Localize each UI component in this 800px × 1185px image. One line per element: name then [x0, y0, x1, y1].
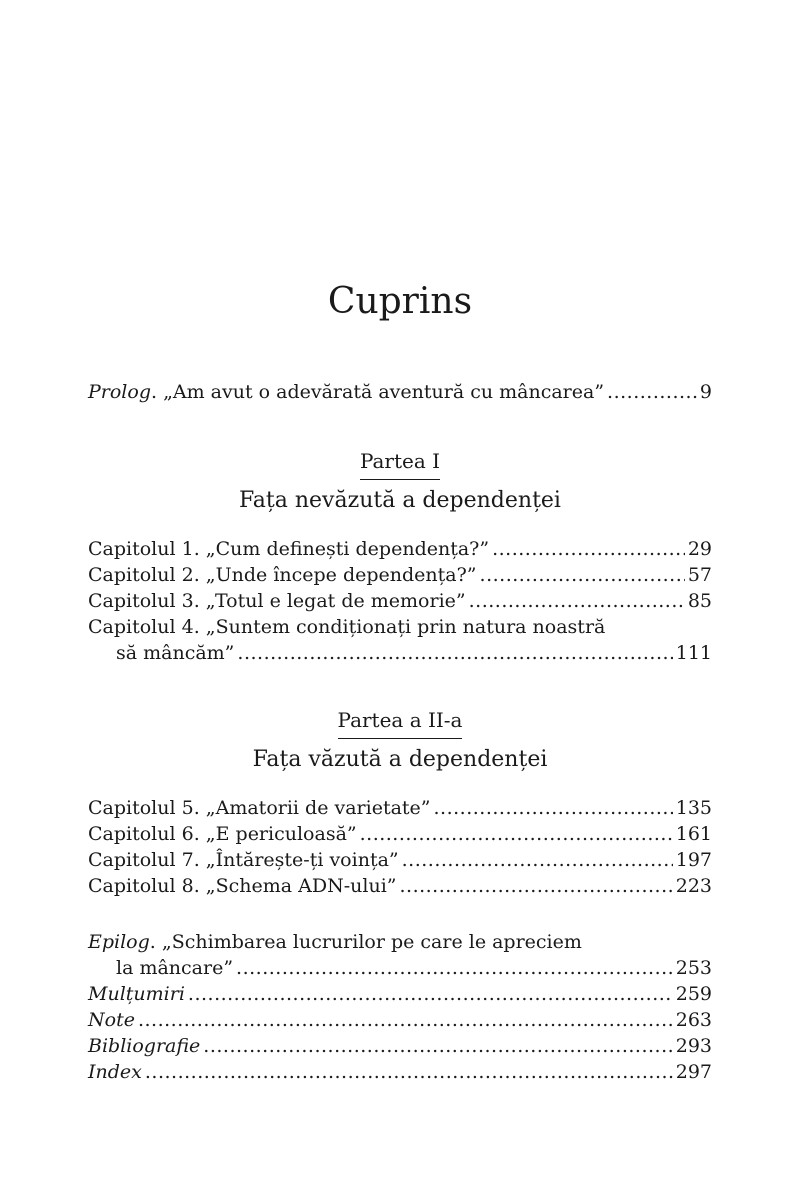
toc-entry-chapter-4-cont[interactable] [116, 640, 712, 666]
page-number: 161 [675, 823, 712, 845]
page-number: 29 [687, 538, 712, 560]
toc-entry-chapter-7[interactable] [88, 847, 712, 873]
page-title: Cuprins [327, 281, 473, 322]
toc-entry-title: Capitolul 8. „Schema ADN-ului” [88, 875, 397, 897]
page-number: 297 [675, 1061, 712, 1083]
part-label: Partea a II-a [338, 706, 463, 739]
toc-entry-title: Index [88, 1061, 142, 1083]
toc-entry-title-cont: să mâncăm” [116, 642, 235, 664]
toc-entry-chapter-6[interactable] [88, 821, 712, 847]
toc-entry-chapter-2[interactable] [88, 562, 712, 588]
dot-leader [188, 981, 673, 1007]
dot-leader [138, 1007, 673, 1033]
toc-entry-epilog-cont[interactable] [116, 955, 712, 981]
toc-entry-chapter-5[interactable] [88, 795, 712, 821]
page-number: 253 [675, 957, 712, 979]
part-1-heading [0, 447, 800, 516]
dot-leader [236, 955, 673, 981]
toc-entry-epilog[interactable] [88, 929, 712, 955]
part-title: Fața nevăzută a dependenței [239, 488, 561, 513]
toc-entry-title: Capitolul 6. „E periculoasă” [88, 823, 357, 845]
toc-entry-title: . „Am avut o adevărată aventură cu mâncarea” [150, 381, 605, 403]
dot-leader [434, 795, 673, 821]
page-number: 111 [675, 642, 712, 664]
page-number: 197 [675, 849, 712, 871]
dot-leader [360, 821, 673, 847]
page-number: 135 [675, 797, 712, 819]
toc-entry-prolog[interactable] [88, 379, 712, 405]
toc-entry-title: Note [88, 1009, 135, 1031]
dot-leader [402, 847, 673, 873]
part-title: Fața văzută a dependenței [252, 747, 548, 772]
toc-entry-chapter-4[interactable] [88, 614, 712, 640]
toc-entry-bibliografie[interactable] [88, 1033, 712, 1059]
page-number: 223 [675, 875, 712, 897]
toc-entry-title: Capitolul 2. „Unde începe dependența?” [88, 564, 477, 586]
toc-entry-chapter-8[interactable] [88, 873, 712, 899]
dot-leader [399, 873, 672, 899]
toc-entry-title-cont: la mâncare” [116, 957, 234, 979]
toc-entry-title: Capitolul 7. „Întărește-ți voința” [88, 849, 399, 871]
part-2-heading [0, 706, 800, 775]
page-number: 9 [699, 381, 712, 403]
toc-entry-note[interactable] [88, 1007, 712, 1033]
toc-entry-title: Capitolul 3. „Totul e legat de memorie” [88, 590, 466, 612]
toc-entry-title: Mulțumiri [88, 983, 185, 1005]
toc-entry-title: . „Schimbarea lucrurilor pe care le apreciem [149, 931, 582, 953]
toc-entry-chapter-1[interactable] [88, 536, 712, 562]
dot-leader [480, 562, 685, 588]
toc-entry-title: Bibliografie [88, 1035, 201, 1057]
toc-entry-text [88, 379, 604, 405]
dot-leader [607, 379, 697, 405]
page-number: 259 [675, 983, 712, 1005]
toc-entry-lead: Prolog [88, 381, 151, 403]
toc-entry-chapter-3[interactable] [88, 588, 712, 614]
dot-leader [492, 536, 685, 562]
page-number: 263 [675, 1009, 712, 1031]
dot-leader [145, 1059, 673, 1085]
part-label: Partea I [360, 447, 440, 480]
dot-leader [203, 1033, 672, 1059]
page-number: 57 [687, 564, 712, 586]
toc-entry-title: Capitolul 1. „Cum definești dependența?” [88, 538, 490, 560]
dot-leader [469, 588, 685, 614]
toc-entry-title: Capitolul 4. „Suntem condiționați prin natura noastră [88, 616, 606, 638]
dot-leader [237, 640, 672, 666]
toc-entry-index[interactable] [88, 1059, 712, 1085]
toc-entry-title: Capitolul 5. „Amatorii de varietate” [88, 797, 431, 819]
page-number: 85 [687, 590, 712, 612]
page-number: 293 [675, 1035, 712, 1057]
toc-entry-lead: Epilog [88, 931, 150, 953]
toc-entry-multumiri[interactable] [88, 981, 712, 1007]
